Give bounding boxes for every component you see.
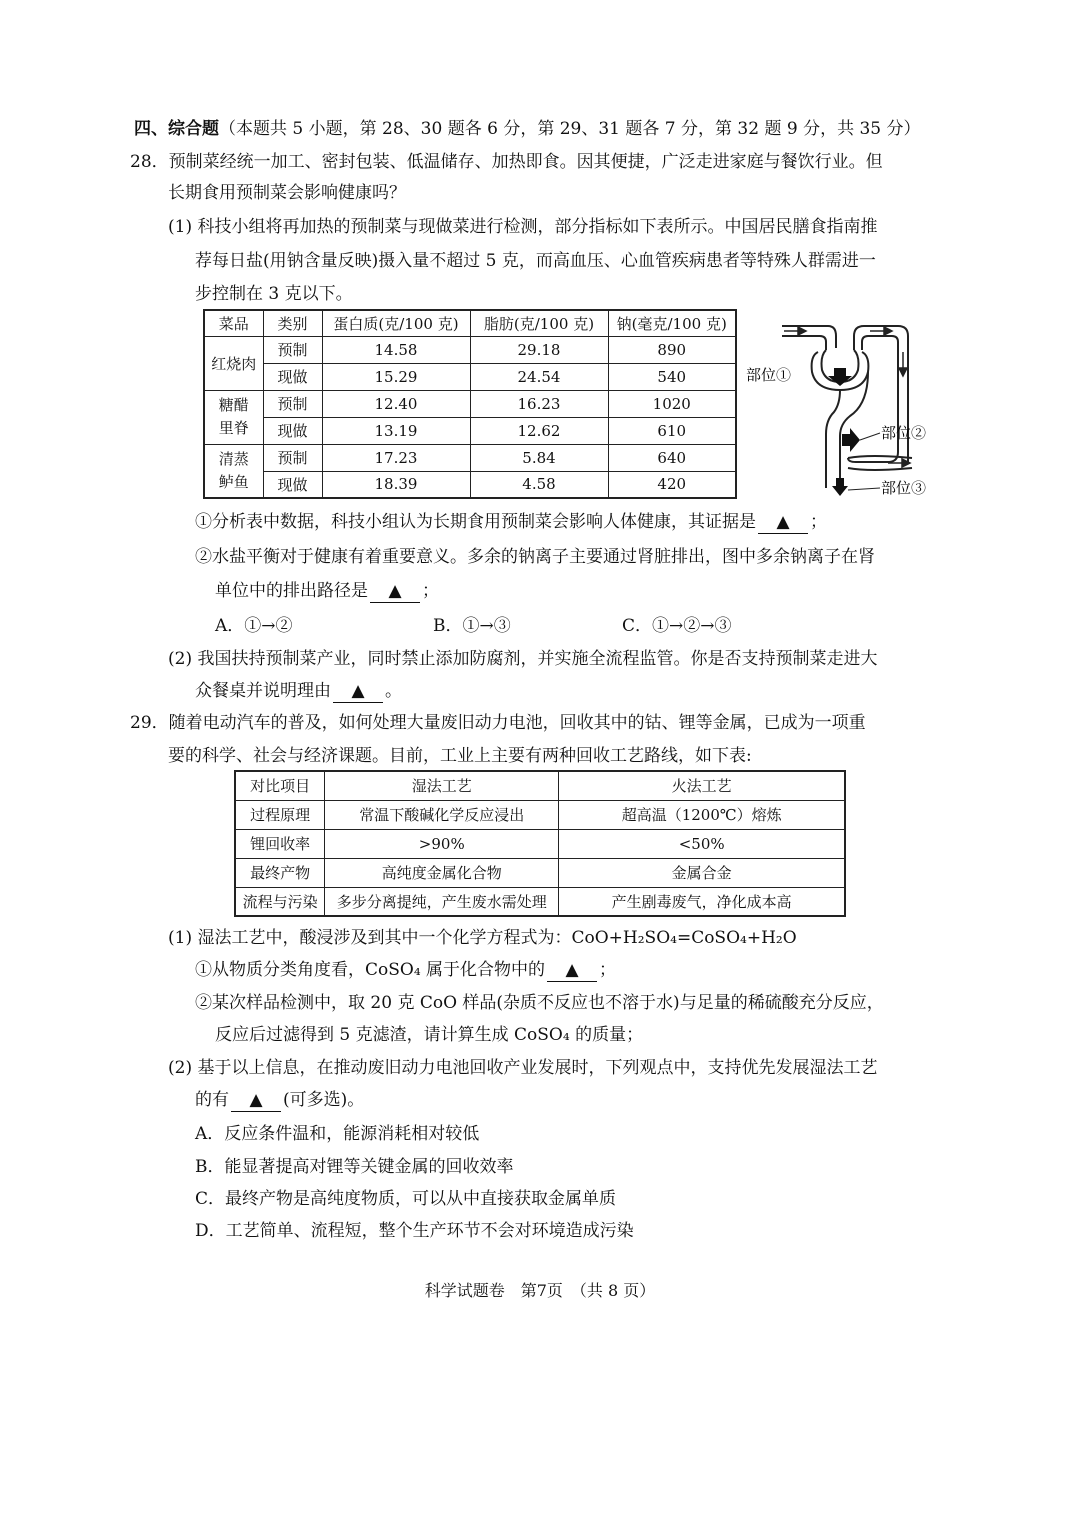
table-header: 对比项目: [235, 771, 325, 800]
table-cell: <50%: [559, 829, 845, 858]
table-header: 蛋白质(克/100 克): [322, 310, 470, 336]
answer-blank[interactable]: ▲: [333, 680, 383, 703]
table-cell: 现做: [263, 471, 322, 498]
q29-sub1: [195, 957, 616, 983]
capillary-outflow: [848, 456, 912, 458]
table-header: 火法工艺: [559, 771, 845, 800]
nephron-diagram: [740, 312, 940, 502]
table-cell: 预制: [263, 444, 322, 471]
part3-arrow: [832, 478, 848, 496]
punct: ；: [422, 581, 439, 601]
answer-blank[interactable]: ▲: [370, 580, 420, 603]
table-cell: 预制: [263, 390, 322, 417]
table-cell: 现做: [263, 363, 322, 390]
table-header: 钠(毫克/100 克): [608, 310, 736, 336]
dish-name-line: 鲈鱼: [218, 472, 249, 491]
q28-sub1-text: ①分析表中数据，科技小组认为长期食用预制菜会影响人体健康，其证据是: [195, 512, 756, 532]
section-heading: 四、综合题: [134, 119, 219, 139]
q28-part2-line1: (2) 我国扶持预制菜产业，同时禁止添加防腐剂，并实施全流程监管。你是否支持预制菜走进大: [168, 649, 878, 669]
q29-stem-text1: 随着电动汽车的普及，如何处理大量废旧动力电池，回收其中的钴、锂等金属，已成为一项重: [168, 713, 866, 733]
table-cell: 现做: [263, 417, 322, 444]
answer-blank[interactable]: ▲: [547, 959, 597, 982]
q28-part2-text: 众餐桌并说明理由: [195, 681, 331, 701]
table-header: 菜品: [204, 310, 263, 336]
dish-name-line: 清蒸: [218, 449, 249, 468]
dish-name: [204, 390, 263, 444]
table-cell: 420: [608, 471, 736, 498]
capillary-outflow-lower: [848, 468, 912, 470]
q29-sub2-line2: 反应后过滤得到 5 克滤渣，请计算生成 CoSO₄ 的质量；: [215, 1025, 644, 1045]
table-cell: 17.23: [322, 444, 470, 471]
table-cell: 15.29: [322, 363, 470, 390]
table-cell: 29.18: [470, 336, 608, 363]
q29-number: 29．: [130, 713, 169, 733]
q29-part2-line2: [195, 1087, 364, 1113]
q29-option-b[interactable]: B．能显著提高对锂等关键金属的回收效率: [195, 1157, 514, 1177]
flow-arrowhead: [884, 327, 892, 335]
dish-name-line: 糖醋: [218, 396, 249, 414]
punct: ；: [810, 512, 827, 532]
q29-option-a[interactable]: A．反应条件温和，能源消耗相对较低: [195, 1124, 480, 1144]
part2-leader: [860, 433, 880, 440]
table-cell: 12.40: [322, 390, 470, 417]
q29-part2-text: 的有: [195, 1090, 229, 1110]
q28-stem-text1: 预制菜经统一加工、密封包装、低温储存、加热即食。因其便捷，广泛走进家庭与餐饮行业。但: [168, 152, 883, 172]
table-cell: 高纯度金属化合物: [325, 858, 559, 887]
q28-part1-line3: 步控制在 3 克以下。: [195, 284, 353, 304]
table-cell: 640: [608, 444, 736, 471]
section-note: （本题共 5 小题，第 28、30 题各 6 分，第 29、31 题各 7 分，第 32 题 9 分，共 35 分）: [219, 119, 921, 139]
q29-option-c[interactable]: C．最终产物是高纯度物质，可以从中直接获取金属单质: [195, 1189, 617, 1209]
afferent-vessel-inner: [782, 336, 826, 350]
q29-part2-line1: (2) 基于以上信息，在推动废旧动力电池回收产业发展时，下列观点中，支持优先发展湿法工艺: [168, 1058, 878, 1078]
table-cell: 常温下酸碱化学反应浸出: [325, 800, 559, 829]
q28-option-c[interactable]: C．①→②→③: [622, 616, 732, 636]
table-header: 类别: [263, 310, 322, 336]
dish-name: [204, 444, 263, 498]
renal-tubule: [826, 390, 840, 488]
q29-part2-text-end: (可多选)。: [283, 1090, 365, 1110]
punct: ；: [599, 960, 617, 980]
part1-arrow: [828, 368, 852, 386]
q28-sub2-line1: ②水盐平衡对于健康有着重要意义。多余的钠离子主要通过肾脏排出，图中多余钠离子在肾: [195, 547, 875, 567]
table-cell: 4.58: [470, 471, 608, 498]
q28-sub1: [195, 509, 827, 535]
table-cell: 流程与污染: [235, 887, 325, 916]
q29-option-d[interactable]: D．工艺简单、流程短，整个生产环节不会对环境造成污染: [195, 1221, 634, 1241]
table-cell: 12.62: [470, 417, 608, 444]
q28-stem-line1: [130, 149, 883, 175]
table-cell: 890: [608, 336, 736, 363]
q28-stem-line2: 长期食用预制菜会影响健康吗？: [168, 183, 406, 203]
q28-sub2-text: 单位中的排出路径是: [215, 581, 368, 601]
flow-arrowhead: [798, 327, 806, 335]
q29-sub1-text: ①从物质分类角度看，CoSO₄ 属于化合物中的: [195, 960, 546, 980]
table-cell: 16.23: [470, 390, 608, 417]
table-cell: 过程原理: [235, 800, 325, 829]
dish-name: 红烧肉: [204, 336, 263, 390]
table-cell: 1020: [608, 390, 736, 417]
part3-label: 部位③: [881, 479, 927, 497]
dish-name-line: 里脊: [218, 419, 249, 437]
table-cell: 13.19: [322, 417, 470, 444]
table-cell: 14.58: [322, 336, 470, 363]
answer-blank[interactable]: ▲: [758, 511, 808, 534]
punct: 。: [385, 681, 402, 701]
table-cell: 产生剧毒废气，净化成本高: [559, 887, 845, 916]
part2-arrow: [842, 428, 860, 452]
q29-stem-line1: [130, 710, 866, 736]
q28-number: 28．: [130, 152, 169, 172]
table-header: 湿法工艺: [325, 771, 559, 800]
table-cell: 24.54: [470, 363, 608, 390]
q28-part1-line2: 荐每日盐(用钠含量反映)摄入量不超过 5 克，而高血压、心血管疾病患者等特殊人群需进一: [195, 251, 876, 271]
page-footer: 科学试题卷 第7页 （共 8 页）: [424, 1281, 656, 1300]
q28-sub2-line2: [215, 578, 439, 604]
table-cell: 预制: [263, 336, 322, 363]
table-cell: 超高温（1200℃）熔炼: [559, 800, 845, 829]
part1-label: 部位①: [746, 366, 792, 384]
table-header: 脂肪(克/100 克): [470, 310, 608, 336]
part2-label: 部位②: [881, 424, 927, 442]
part3-leader: [848, 488, 880, 490]
q29-stem-line2: 要的科学、社会与经济课题。目前，工业上主要有两种回收工艺路线，如下表:: [168, 746, 752, 766]
q28-option-b[interactable]: B．①→③: [433, 616, 511, 636]
table-cell: 610: [608, 417, 736, 444]
table-cell: 最终产物: [235, 858, 325, 887]
table-cell: >90%: [325, 829, 559, 858]
q29-sub2-line1: ②某次样品检测中，取 20 克 CoO 样品(杂质不反应也不溶于水)与足量的稀硫酸充分反应，: [195, 993, 884, 1013]
table-cell: 5.84: [470, 444, 608, 471]
q28-nutrition-table: [203, 309, 737, 499]
answer-blank[interactable]: ▲: [231, 1089, 281, 1112]
table-cell: 540: [608, 363, 736, 390]
q28-part2-line2: [195, 678, 402, 704]
table-cell: 多步分离提纯，产生废水需处理: [325, 887, 559, 916]
q28-option-a[interactable]: A．①→②: [215, 616, 293, 636]
q29-comparison-table: [234, 770, 846, 917]
table-cell: 锂回收率: [235, 829, 325, 858]
q29-part1-line1: (1) 湿法工艺中，酸浸涉及到其中一个化学方程式为：CoO+H₂SO₄=CoSO₄+H₂O: [168, 928, 797, 948]
flow-arrowhead: [899, 368, 907, 376]
table-cell: 金属合金: [559, 858, 845, 887]
table-cell: 18.39: [322, 471, 470, 498]
q28-part1-line1: (1) 科技小组将再加热的预制菜与现做菜进行检测，部分指标如下表所示。中国居民膳食指南推: [168, 217, 878, 237]
section-header: [134, 116, 921, 142]
